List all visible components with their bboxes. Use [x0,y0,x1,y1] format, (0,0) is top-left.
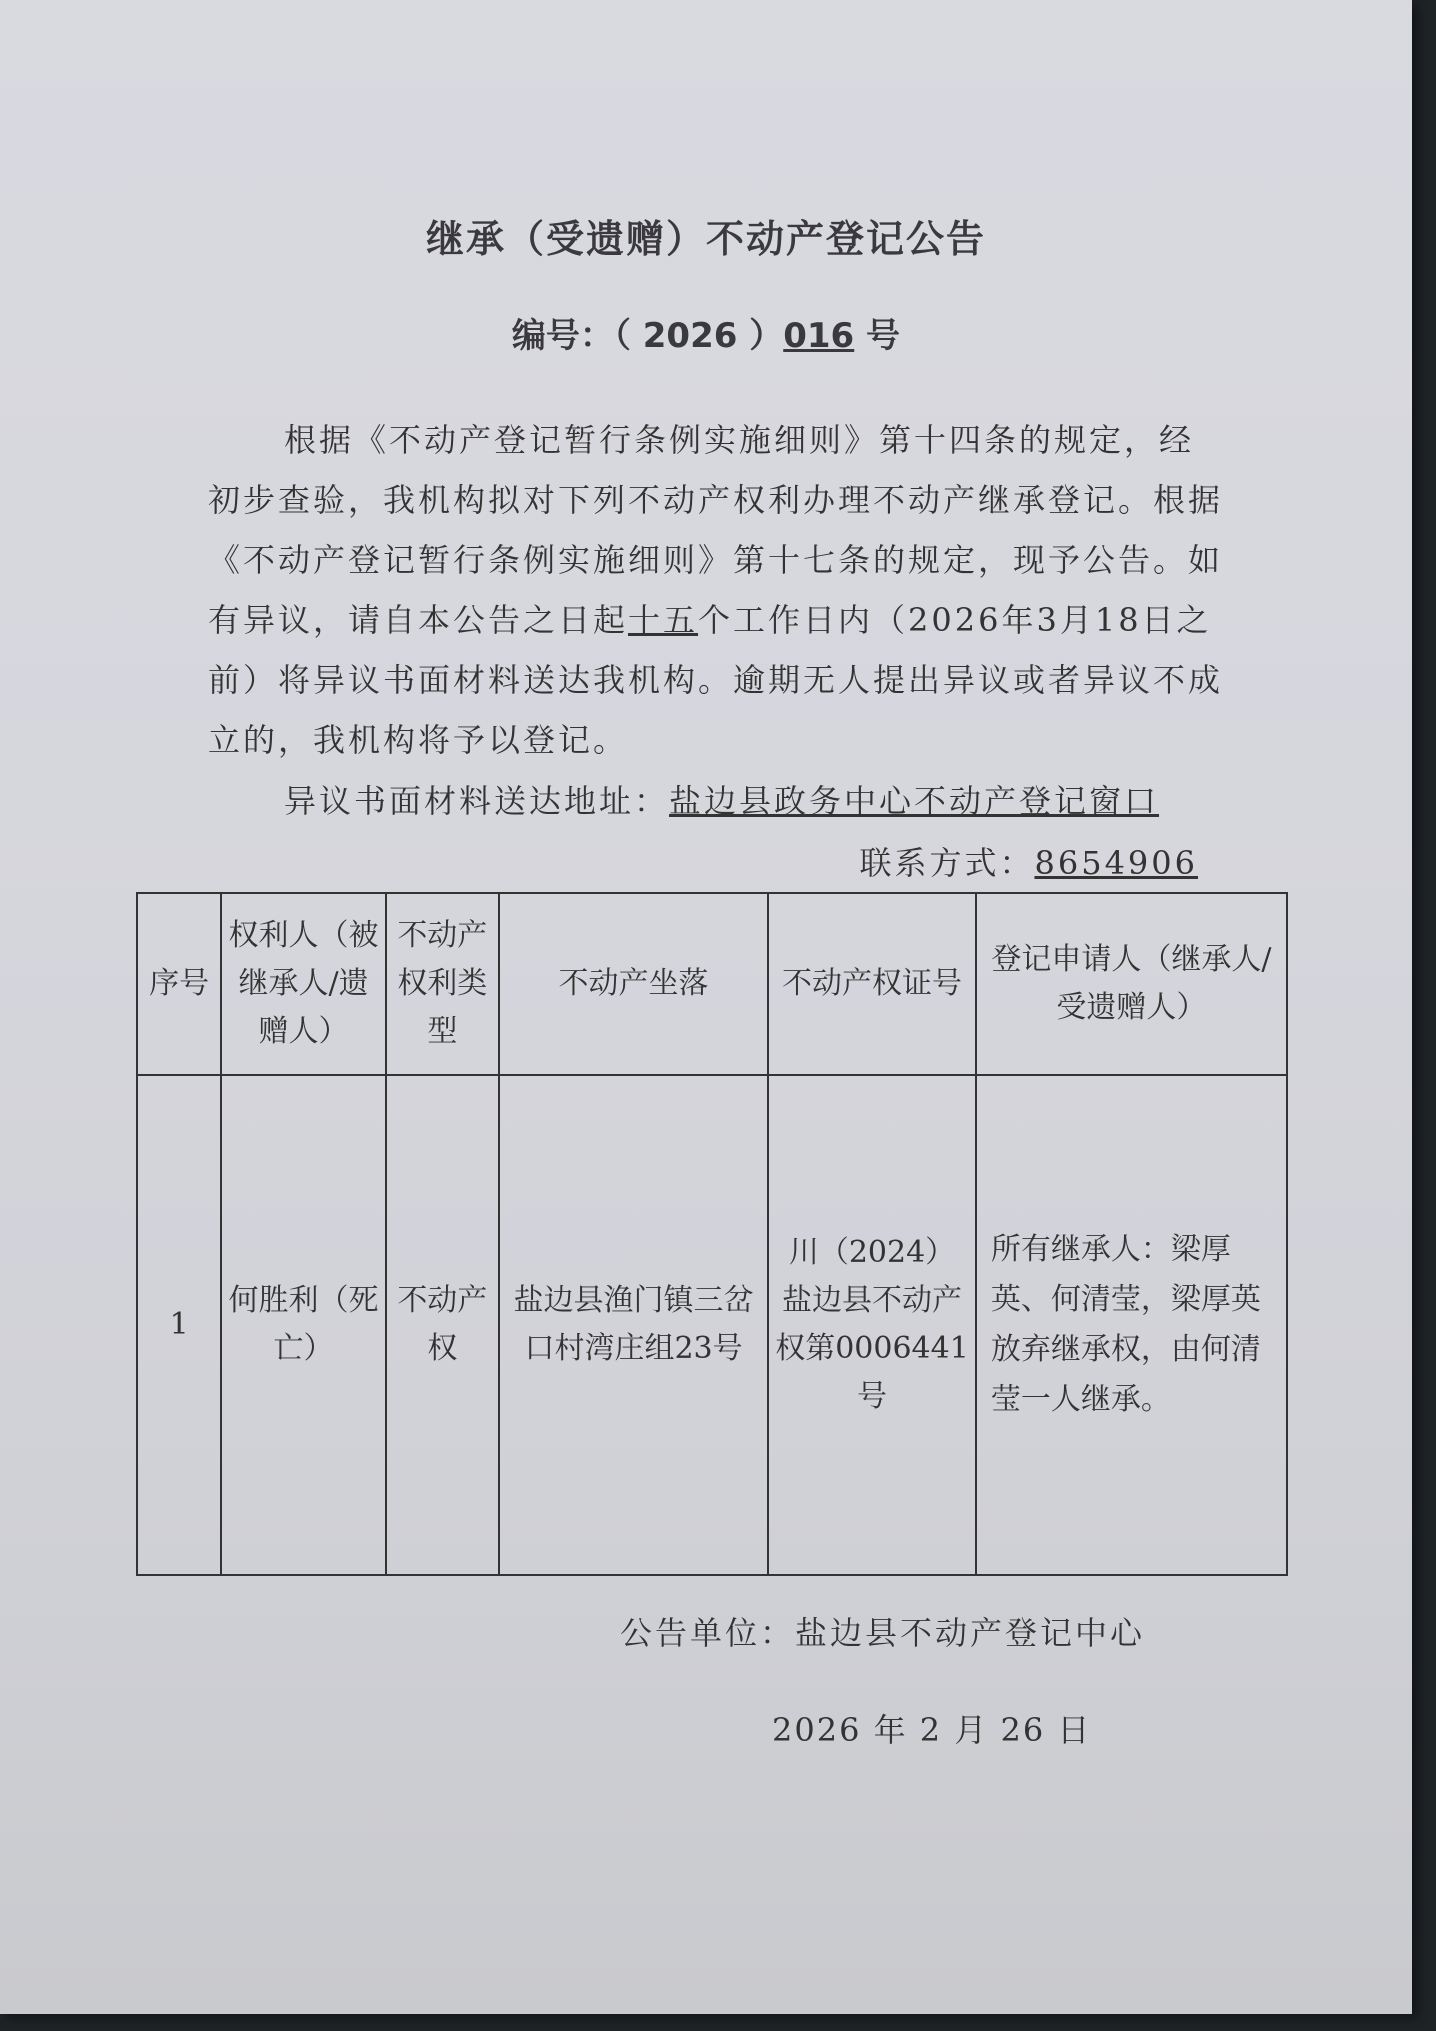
document-number-suffix: 号 [854,316,901,356]
objection-period: 十五 [628,601,699,639]
cell-right-type: 不动产权 [386,1075,499,1575]
registration-table [136,892,1288,1576]
cell-seq: 1 [137,1075,221,1575]
notice-date: 2026 年 2 月 26 日 [772,1711,1092,1749]
header-applicant: 登记申请人（继承人/受遗赠人） [976,893,1287,1075]
header-cert-no: 不动产权证号 [768,893,976,1075]
cell-cert-no: 川（2024）盐边县不动产权第0006441号 [768,1075,976,1575]
notice-paragraph [208,410,1224,770]
contact-info [859,838,1198,884]
cell-applicant: 所有继承人：梁厚英、何清莹，梁厚英放弃继承权，由何清莹一人继承。 [976,1075,1287,1575]
notice-title: 继承（受遗赠）不动产登记公告 [425,217,986,261]
header-right-holder: 权利人（被继承人/遗赠人） [221,893,385,1075]
paragraph-text-end: 个工作日内（2026年3月18日之前）将异议书面材料送达我机构。逾期无人提出异议或者异议不成立的，我机构将予以登记。 [208,601,1224,759]
document-number-value: 016 [783,316,855,356]
objection-address [284,776,1159,822]
objection-address-value: 盐边县政务中心不动产登记窗口 [669,782,1160,820]
issuing-unit-label: 公告单位： [620,1614,796,1652]
objection-address-label: 异议书面材料送达地址： [284,782,670,820]
header-right-type: 不动产权利类型 [386,893,499,1075]
document-number-prefix: 编号：（ 2026 ） [511,316,784,356]
table-row [137,1075,1287,1575]
notice-body [208,410,1224,770]
contact-label: 联系方式： [859,844,1035,882]
document-number [0,308,1412,357]
issuing-unit-name: 盐边县不动产登记中心 [795,1614,1146,1652]
paragraph-text-start: 根据《不动产登记暂行条例实施细则》第十四条的规定，经初步查验，我机构拟对下列不动产权利办理不动产继承登记。根据《不动产登记暂行条例实施细则》第十七条的规定，现予公告。如有异议，请自本公告之日起 [208,421,1224,639]
issuing-unit [620,1608,1145,1654]
table-header-row [137,893,1287,1075]
header-seq: 序号 [137,893,221,1075]
contact-phone: 8654906 [1034,844,1198,882]
cell-location: 盐边县渔门镇三岔口村湾庄组23号 [499,1075,768,1575]
header-location: 不动产坐落 [499,893,768,1075]
cell-right-holder: 何胜利（死亡） [221,1075,385,1575]
